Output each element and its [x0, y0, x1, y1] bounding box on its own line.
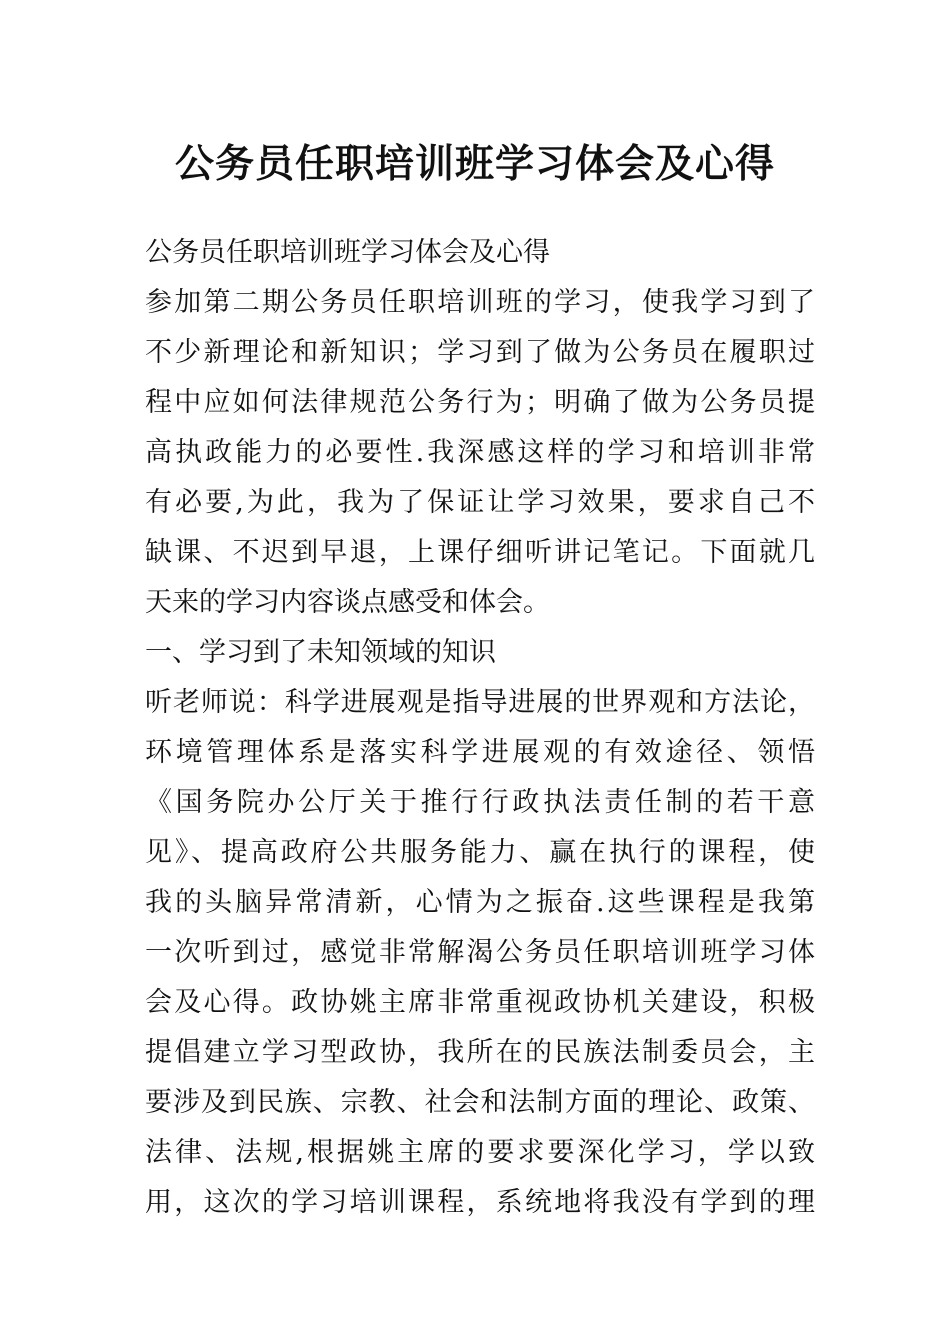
text-line: 高执政能力的必要性.我深感这样的学习和培训非常: [145, 437, 815, 468]
text-line: 《国务院办公厅关于推行行政执法责任制的若干意: [145, 787, 815, 818]
text-line: 用，这次的学习培训课程，系统地将我没有学到的理: [145, 1187, 815, 1218]
text-line: 程中应如何法律规范公务行为；明确了做为公务员提: [145, 387, 815, 418]
text-line: 要涉及到民族、宗教、社会和法制方面的理论、政策、: [145, 1087, 815, 1118]
text-line: 一次听到过，感觉非常解渴公务员任职培训班学习体: [145, 937, 815, 968]
text-line: 我的头脑异常清新，心情为之振奋.这些课程是我第: [145, 887, 815, 918]
document-body: [145, 228, 815, 1228]
text-line: 不少新理论和新知识；学习到了做为公务员在履职过: [145, 337, 815, 368]
text-line: 参加第二期公务员任职培训班的学习，使我学习到了: [145, 287, 815, 318]
text-line: 环境管理体系是落实科学进展观的有效途径、领悟: [145, 737, 815, 768]
text-line: 法律、法规,根据姚主席的要求要深化学习，学以致: [145, 1137, 815, 1168]
text-line: 公务员任职培训班学习体会及心得: [145, 237, 550, 268]
text-line: 见》、提高政府公共服务能力、赢在执行的课程，使: [145, 837, 815, 868]
document-title: 公务员任职培训班学习体会及心得: [174, 141, 775, 187]
text-line: 提倡建立学习型政协，我所在的民族法制委员会，主: [145, 1037, 815, 1068]
text-line: 听老师说：科学进展观是指导进展的世界观和方法论，: [145, 687, 815, 718]
section-heading: 一、学习到了未知领域的知识: [145, 637, 496, 668]
text-line: 天来的学习内容谈点感受和体会。: [145, 587, 550, 618]
text-line: 会及心得。政协姚主席非常重视政协机关建设，积极: [145, 987, 815, 1018]
text-line: 缺课、不迟到早退，上课仔细听讲记笔记。下面就几: [145, 537, 815, 568]
text-line: 有必要,为此，我为了保证让学习效果，要求自己不: [145, 487, 815, 518]
